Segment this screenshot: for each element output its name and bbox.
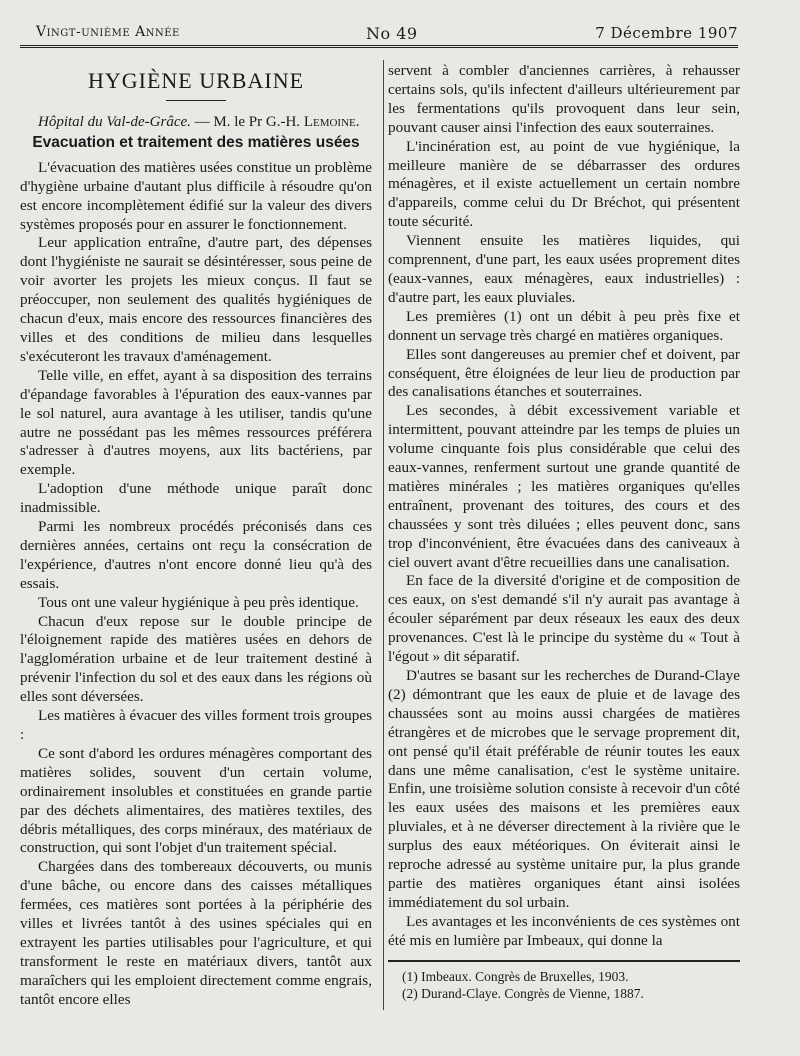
paragraph: Elles sont dangereuses au premier chef et doivent, par conséquent, être éloignées de leur lieu de production par des canalisations étanches et souterraines. xyxy=(388,345,740,401)
volume-label: Vingt-unième Année xyxy=(36,24,180,40)
title-rule xyxy=(166,100,226,101)
paragraph: En face de la diversité d'origine et de composition de ces eaux, on s'est demandé s'il n'y aurait pas avantage à écouler séparément par deux réseaux les eaux des deux provenances. C'est là le principe du système du « Tout à l'égout » dit séparatif. xyxy=(388,572,740,666)
running-head xyxy=(36,24,738,44)
issue-date: 7 Décembre 1907 xyxy=(595,24,738,42)
paragraph: Telle ville, en effet, ayant à sa disposition des terrains d'épandage favorables à l'épuration des eaux-vannes par le sol naturel, aura avantage à les utiliser, tandis qu'une autre ne possédant pas les mêmes ressources préférera s'adresser à d'autres moyens, aux lits bactériens, par exemple. xyxy=(20,366,372,479)
header-rule xyxy=(20,45,738,51)
paragraph: Les matières à évacuer des villes forment trois groupes : xyxy=(20,707,373,743)
paragraph: Tous ont une valeur hygiénique à peu près identique. xyxy=(38,593,359,611)
paragraph: Ce sont d'abord les ordures ménagères comportant des matières solides, souvent d'un certain volume, ordinairement insolubles et constituées en grande partie par des déchets alimentaires, des matières textiles, des débris métalliques, des corps minéraux, des matériaux de construction, qui sont l'objet d'un traitement spécial. xyxy=(20,744,372,857)
paragraph: L'évacuation des matières usées constitue un problème d'hygiène urbaine d'autant plus difficile à résoudre qu'on est encore incomplètement édifié sur la valeur des divers systèmes proposés pour en assurer le fonctionnement. xyxy=(20,158,372,233)
issue-number: No 49 xyxy=(366,24,418,43)
article-subtitle: Evacuation et traitement des matières usées xyxy=(32,133,360,151)
paragraph: Parmi les nombreux procédés préconisés dans ces dernières années, certains ont reçu la consécration de l'expérience, d'autres n'ont encore donné lieu qu'à des essais. xyxy=(20,518,372,592)
right-column xyxy=(388,62,740,951)
paragraph: Leur application entraîne, d'autre part, des dépenses dont l'hygiéniste ne saurait se désintéresser, sous peine de voir avorter les projets les mieux conçus. Il faut se préoccuper, non seulement des qualités hygiéniques de chacun d'eux, mais encore des ressources financières des villes et des conditions de milieu dans lesquelles s'exécuteront les travaux d'aménagement. xyxy=(20,234,372,365)
paragraph: servent à combler d'anciennes carrières, à rehausser certains sols, qu'ils infectent d'ailleurs ultérieurement par les fermentations qu'ils provoquent dans leur sein, pouvant causer ainsi l'infection des eaux souterraines. xyxy=(388,62,740,136)
paragraph: Les premières (1) ont un débit à peu près fixe et donnent un servage très chargé en matières organiques. xyxy=(388,307,740,344)
footnote-rule xyxy=(388,960,740,962)
column-divider xyxy=(383,60,384,1010)
byline-author: Lemoine. xyxy=(303,114,360,130)
article-title: HYGIÈNE URBAINE xyxy=(87,68,305,93)
footnotes xyxy=(388,968,740,1002)
footnote: (2) Durand-Claye. Congrès de Vienne, 1887. xyxy=(402,986,644,1001)
paragraph: Les secondes, à débit excessivement variable et intermittent, pouvant atteindre par les temps de pluies un volume cinquante fois plus considérable que celui des eaux-vannes, renferment surtout une grande quantité de matières minérales ; les matières organiques qu'elles entraînent, provenant des toitures, des cours et des chaussées y sont très diluées ; elles peuvent donc, sans trop d'inconvénient, être évacuées dans des caniveaux à ciel ouvert avant d'être recueillies dans une canalisation. xyxy=(388,402,740,571)
paragraph: Viennent ensuite les matières liquides, qui comprennent, d'une part, les eaux usées proprement dites (eaux-vannes, eaux ménagères, eaux industrielles) : d'autre part, les eaux pluviales. xyxy=(388,232,740,306)
paragraph: Chacun d'eux repose sur le double principe de l'éloignement rapide des matières usées en dehors de l'agglomération urbaine et de leur traitement destiné à prévenir l'infection du sol et des eaux dans les régions où elles sont déversées. xyxy=(20,612,372,706)
footnote: (1) Imbeaux. Congrès de Bruxelles, 1903. xyxy=(402,969,629,984)
paragraph: D'autres se basant sur les recherches de Durand-Claye (2) démontrant que les eaux de pluie et de lavage des chaussées sont au moins aussi chargées de matières étrangères et de microbes que le servage proprement dit, ont pensé qu'il était préférable de réunir toutes les eaux dans une même canalisation, c'est le système unitaire. Enfin, une troisième solution consiste à recevoir d'un côté les eaux usées des maisons et les premières eaux pluviales, et à ne déverser directement à la rivière que le surplus des eaux météoriques. On éviterait ainsi le reproche adressé au système unitaire pur, la plus grande partie des matières organiques étant ainsi isolées immédiatement du sol urbain. xyxy=(388,667,740,911)
left-column xyxy=(20,62,372,1010)
paragraph: L'adoption d'une méthode unique paraît donc inadmissible. xyxy=(20,480,372,517)
paragraph: Chargées dans des tombereaux découverts, ou munis d'une bâche, ou encore dans des caisses métalliques fermées, ces matières sont portées à la périphérie des villes et livrées tantôt à des usines spéciales qui en extrayent les parties utilisables pour l'agriculture, et qui transforment le reste en matériaux divers, tantôt aux maraîchers qui les emploient directement comme engrais, tantôt encore elles xyxy=(20,858,372,1008)
article-byline xyxy=(20,113,372,132)
paragraph: L'incinération est, au point de vue hygiénique, la meilleure manière de se débarrasser des ordures ménagères, et il existe actuellement un certain nombre d'appareils, comme celui du Dr Bréchot, qui présentent toute sécurité. xyxy=(388,137,740,231)
paragraph: Les avantages et les inconvénients de ces systèmes ont été mis en lumière par Imbeaux, qui donne la xyxy=(388,912,740,949)
byline-prefix: — M. le Pr G.-H. xyxy=(190,114,304,130)
byline-place: Hôpital du Val-de-Grâce. xyxy=(38,114,191,130)
